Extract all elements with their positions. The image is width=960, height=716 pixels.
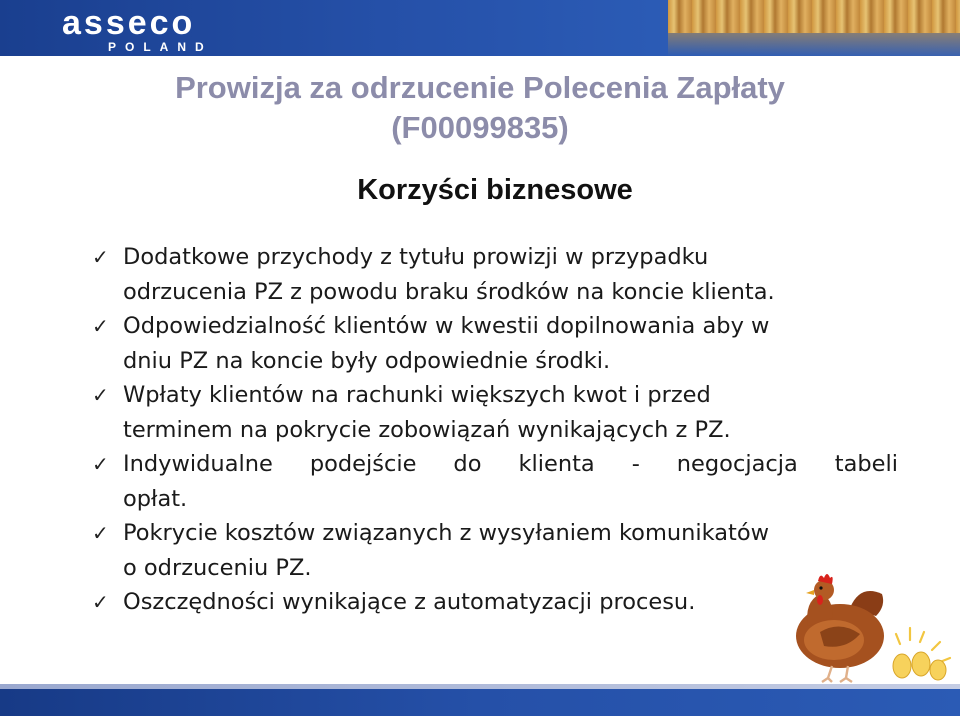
header-photo-fade — [668, 33, 960, 56]
hen-with-eggs-icon — [790, 566, 960, 684]
checkmark-icon: ✓ — [92, 314, 109, 338]
benefit-text-line1: Odpowiedzialność klientów w kwestii dopilnowania aby w — [123, 313, 770, 339]
benefits-list — [92, 240, 898, 620]
benefit-text-line2: odrzucenia PZ z powodu braku środków na koncie klienta. — [123, 278, 775, 305]
checkmark-icon: ✓ — [92, 245, 109, 269]
slide-title — [60, 68, 900, 148]
slide-title-line1: Prowizja za odrzucenie Polecenia Zapłaty — [175, 70, 785, 105]
slide-title-line2: (F00099835) — [391, 110, 569, 145]
checkmark-icon: ✓ — [92, 590, 109, 614]
benefit-item — [92, 585, 898, 620]
logo-wordmark: asseco — [62, 4, 196, 42]
header-bar — [0, 0, 960, 56]
footer-stripe — [0, 684, 960, 689]
benefit-item — [92, 516, 898, 585]
checkmark-icon: ✓ — [92, 452, 109, 476]
benefit-item — [92, 240, 898, 309]
header-photo-strip — [668, 0, 960, 33]
benefit-text-line1: Wpłaty klientów na rachunki większych kwot i przed — [123, 382, 711, 408]
slide-subtitle: Korzyści biznesowe — [357, 174, 633, 206]
benefit-text-line1: Indywidualne podejście do klienta - negocjacja tabeli — [123, 451, 898, 477]
benefit-text-line1: Oszczędności wynikające z automatyzacji procesu. — [123, 589, 696, 615]
benefit-item — [92, 309, 898, 378]
benefit-text-line2: dniu PZ na koncie były odpowiednie środki. — [123, 347, 611, 374]
benefit-text-line2: terminem na pokrycie zobowiązań wynikających z PZ. — [123, 416, 731, 443]
checkmark-icon: ✓ — [92, 521, 109, 545]
benefit-text-line2: opłat. — [123, 485, 188, 512]
benefit-text-line1: Dodatkowe przychody z tytułu prowizji w przypadku — [123, 244, 709, 270]
asseco-logo — [62, 4, 213, 54]
benefit-text-line1: Pokrycie kosztów związanych z wysyłaniem komunikatów — [123, 520, 770, 546]
benefit-item — [92, 378, 898, 447]
checkmark-icon: ✓ — [92, 383, 109, 407]
benefit-text-line2: o odrzuceniu PZ. — [123, 554, 312, 581]
logo-subtext: POLAND — [108, 40, 213, 54]
benefit-item — [92, 447, 898, 516]
